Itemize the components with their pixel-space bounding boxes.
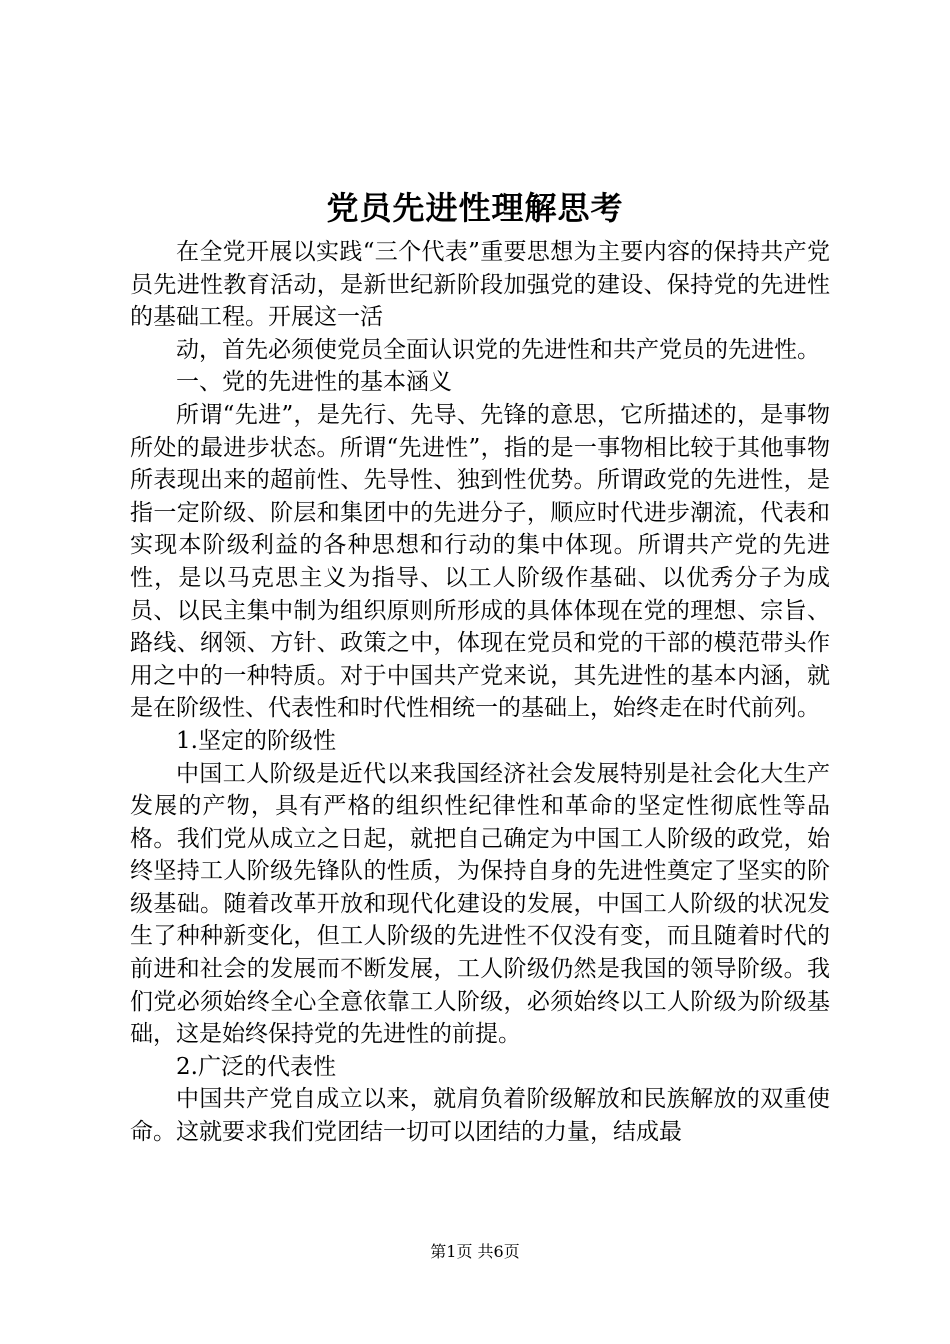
page-footer: 第1页 共6页: [430, 1242, 520, 1261]
subsection-heading-2: 2.广泛的代表性: [176, 1053, 336, 1080]
document-body: [130, 236, 830, 1149]
paragraph-intro-1: 在全党开展以实践“三个代表”重要思想为主要内容的保持共产党员先进性教育活动，是新世纪新阶段加强党的建设、保持党的先进性的基础工程。开展这一活: [130, 239, 830, 331]
subsection-heading-1: 1.坚定的阶级性: [176, 727, 336, 754]
paragraph-intro-2: 动，首先必须使党员全面认识党的先进性和共产党员的先进性。: [176, 336, 820, 363]
paragraph-definition: 所谓“先进”，是先行、先导、先锋的意思，它所描述的，是事物所处的最进步状态。所谓“先进性”，指的是一事物相比较于其他事物所表现出来的超前性、先导性、独到性优势。所谓政党的先进性，是指一定阶级、阶层和集团中的先进分子，顺应时代进步潮流，代表和实现本阶级利益的各种思想和行动的集中体现。所谓共产党的先进性，是以马克思主义为指导、以工人阶级作基础、以优秀分子为成员、以民主集中制为组织原则所形成的具体体现在党的理想、宗旨、路线、纲领、方针、政策之中，体现在党员和党的干部的模范带头作用之中的一种特质。对于中国共产党来说，其先进性的基本内涵，就是在阶级性、代表性和时代性相统一的基础上，始终走在时代前列。: [130, 401, 830, 722]
document-title: 党员先进性理解思考: [326, 189, 624, 227]
paragraph-representativeness: 中国共产党自成立以来，就肩负着阶级解放和民族解放的双重使命。这就要求我们党团结一切可以团结的力量，结成最: [130, 1086, 830, 1146]
section-heading-1: 一、党的先进性的基本涵义: [176, 369, 452, 396]
paragraph-class-nature: 中国工人阶级是近代以来我国经济社会发展特别是社会化大生产发展的产物，具有严格的组织性纪律性和革命的坚定性彻底性等品格。我们党从成立之日起，就把自己确定为中国工人阶级的政党，始终坚持工人阶级先锋队的性质，为保持自身的先进性奠定了坚实的阶级基础。随着改革开放和现代化建设的发展，中国工人阶级的状况发生了种种新变化，但工人阶级的先进性不仅没有变，而且随着时代的前进和社会的发展而不断发展，工人阶级仍然是我国的领导阶级。我们党必须始终全心全意依靠工人阶级，必须始终以工人阶级为阶级基础，这是始终保持党的先进性的前提。: [130, 760, 830, 1048]
